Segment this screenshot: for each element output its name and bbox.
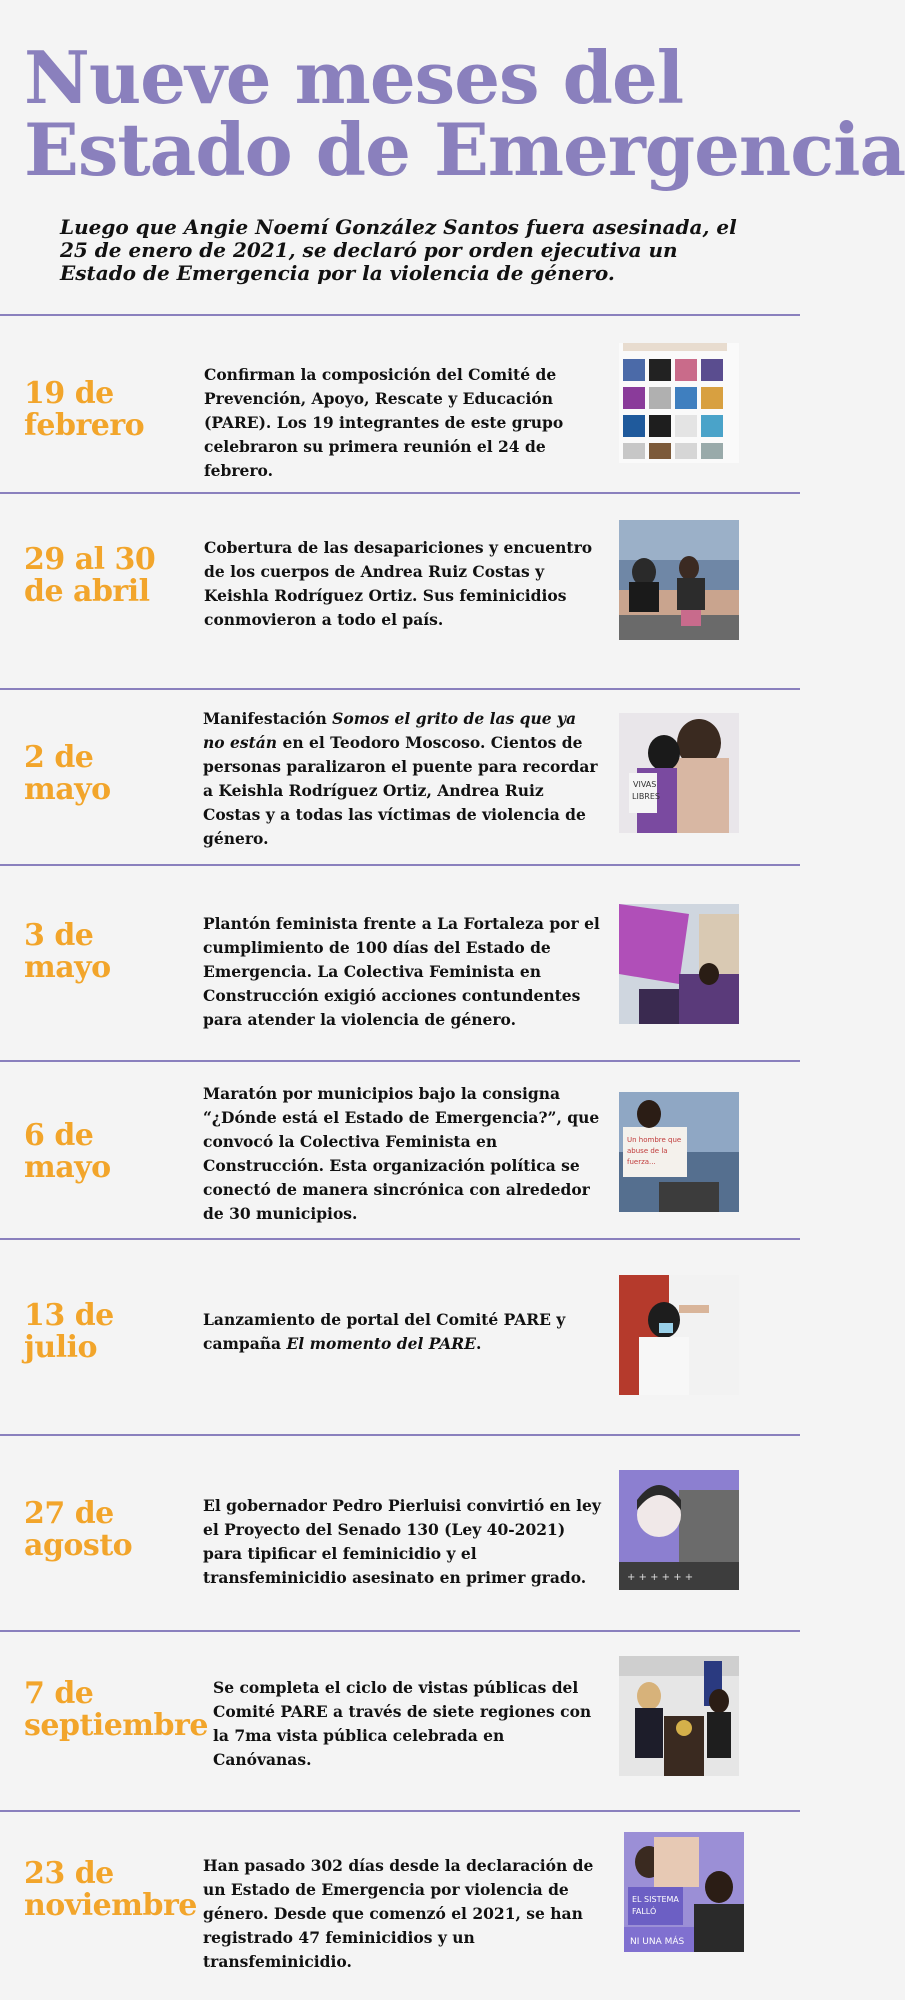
protest-signs-photo [624, 1832, 744, 1952]
event-date: 27 de agosto [24, 1496, 133, 1563]
event-date: 6 de mayo [24, 1118, 111, 1185]
event-date: 13 de julio [24, 1298, 114, 1365]
committee-logos-image [619, 343, 739, 463]
event-description: Manifestación Somos el grito de las que ya no están en el Teodoro Moscoso. Cientos de personas paralizaron el puente para recordar a Keishla Rodríguez Ortiz, Andrea Ruiz Costas y a todas las víctimas de violencia de género. [203, 709, 598, 848]
svg-text:NI UNA MÁS: NI UNA MÁS [630, 1937, 685, 1947]
svg-text:VIVAS: VIVAS [633, 780, 657, 789]
svg-text:fuerza...: fuerza... [627, 1158, 656, 1166]
timeline-row-6 [0, 1240, 800, 1434]
event-date: 29 al 30 de abril [24, 542, 156, 609]
timeline-row-3 [0, 690, 800, 864]
event-description: Confirman la composición del Comité de Prevención, Apoyo, Rescate y Educación (PARE). Los 19 integrantes de este grupo celebraron su primera reunión el 24 de febrero. [204, 365, 564, 480]
page-title-line-2: Estado de Emergencia [24, 107, 905, 192]
timeline-row-8 [0, 1632, 800, 1810]
event-description: Se completa el ciclo de vistas públicas del Comité PARE a través de siete regiones con la 7ma vista pública celebrada en Canóvanas. [213, 1678, 592, 1769]
protest-sign-photo [619, 1092, 739, 1212]
event-description: Lanzamiento de portal del Comité PARE y campaña El momento del PARE. [203, 1310, 566, 1353]
event-date: 7 de septiembre [24, 1676, 208, 1743]
timeline-row-2 [0, 494, 800, 688]
page-title-line-1: Nueve meses del [24, 35, 684, 120]
event-date: 23 de noviembre [24, 1856, 197, 1923]
timeline-row-9 [0, 1812, 800, 2000]
page-subtitle: Luego que Angie Noemí González Santos fuera asesinada, el 25 de enero de 2021, se declaró por orden ejecutiva un Estado de Emergencia por la violencia de género. [60, 215, 737, 285]
woman-writing-photo [619, 1275, 739, 1395]
svg-text:+ + + + + +: + + + + + + [627, 1572, 694, 1583]
svg-text:EL SISTEMA: EL SISTEMA [632, 1895, 679, 1904]
page-title [24, 35, 905, 192]
timeline-row-4 [0, 866, 800, 1060]
event-date: 3 de mayo [24, 918, 111, 985]
event-date: 2 de mayo [24, 740, 111, 807]
timeline-row-1 [0, 316, 800, 492]
event-description: Plantón feminista frente a La Fortaleza por el cumplimiento de 100 días del Estado de Emergencia. La Colectiva Feminista en Construcción exigió acciones contundentes para atender la violencia de género. [203, 914, 600, 1029]
event-date: 19 de febrero [24, 376, 145, 443]
event-description: Han pasado 302 días desde la declaración de un Estado de Emergencia por violencia de género. Desde que comenzó el 2021, se han registrado 47 feminicidios y un transfeminicidio. [203, 1856, 594, 1971]
svg-text:LIBRES: LIBRES [632, 792, 660, 801]
waterfront-photo [619, 520, 739, 640]
event-description: Cobertura de las desapariciones y encuentro de los cuerpos de Andrea Ruiz Costas y Keishla Rodríguez Ortiz. Sus feminicidios conmovieron a todo el país. [204, 538, 593, 629]
svg-text:abuse de la: abuse de la [627, 1147, 668, 1155]
svg-text:FALLÓ: FALLÓ [632, 1907, 657, 1916]
event-description: El gobernador Pedro Pierluisi convirtió en ley el Proyecto del Senado 130 (Ley 40-2021) para tipificar el feminicidio y el transfeminicidio asesinato en primer grado. [203, 1496, 601, 1587]
timeline-row-7 [0, 1436, 800, 1630]
purple-flag-photo [619, 904, 739, 1024]
press-conference-photo [619, 1656, 739, 1776]
protest-hug-photo [619, 713, 739, 833]
svg-text:Un hombre que: Un hombre que [627, 1136, 682, 1144]
illustrated-woman-graphic [619, 1470, 739, 1590]
timeline-row-5 [0, 1062, 800, 1238]
event-description: Maratón por municipios bajo la consigna “¿Dónde está el Estado de Emergencia?”, que convocó la Colectiva Feminista en Construcción. Esta organización política se conectó de manera sincrónica con alrededor de 30 municipios. [203, 1084, 600, 1223]
